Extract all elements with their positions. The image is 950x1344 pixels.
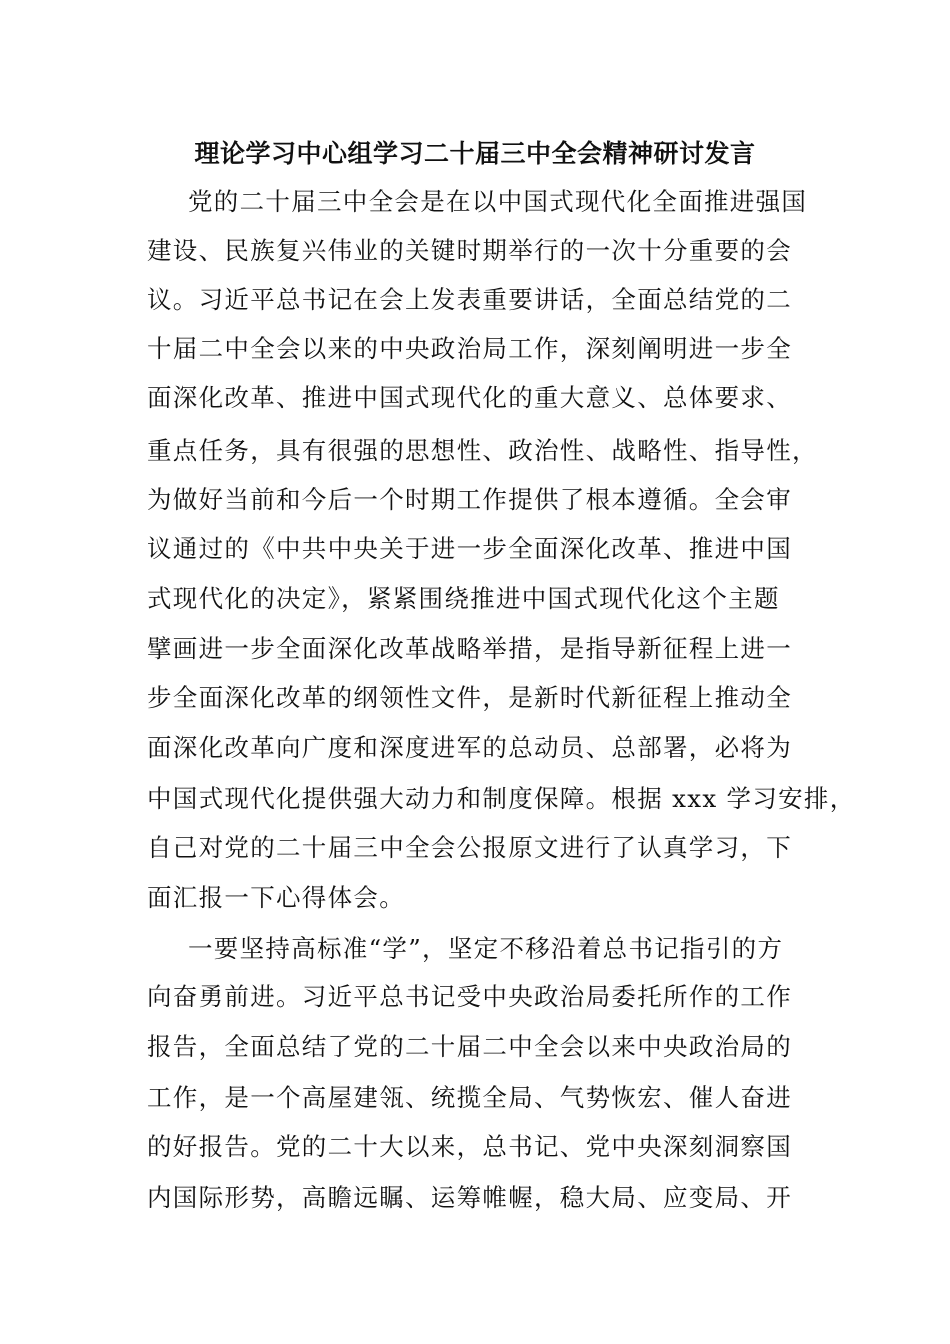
text-line: 建设、民族复兴伟业的关键时期举行的一次十分重要的会 (147, 236, 792, 265)
text-line: 十届二中全会以来的中央政治局工作，深刻阐明进一步全 (147, 334, 792, 363)
text-line: 议。习近平总书记在会上发表重要讲话，全面总结党的二 (147, 285, 792, 314)
text-line: 党的二十届三中全会是在以中国式现代化全面推进强国 (188, 187, 808, 216)
text-line: 式现代化的决定》，紧紧围绕推进中国式现代化这个主题 (147, 584, 780, 613)
text-line: 报告，全面总结了党的二十届二中全会以来中央政治局的 (147, 1032, 792, 1061)
text-line: 向奋勇前进。习近平总书记受中央政治局委托所作的工作 (147, 982, 792, 1011)
text-line: 擘画进一步全面深化改革战略举措，是指导新征程上进一 (147, 634, 792, 663)
text-line: 自己对党的二十届三中全会公报原文进行了认真学习，下 (147, 833, 792, 862)
text-line: 面深化改革、推进中国式现代化的重大意义、总体要求、 (147, 383, 792, 412)
text-line: 中国式现代化提供强大动力和制度保障。根据 xxx 学习安排， (147, 784, 856, 813)
text-line: 面汇报一下心得体会。 (147, 883, 405, 912)
text-line: 一要坚持高标准“学”，坚定不移沿着总书记指引的方 (188, 934, 784, 963)
text-line: 步全面深化改革的纲领性文件，是新时代新征程上推动全 (147, 683, 792, 712)
text-line: 的好报告。党的二十大以来，总书记、党中央深刻洞察国 (147, 1132, 792, 1161)
text-line: 内国际形势，高瞻远瞩、运筹帷幄，稳大局、应变局、开 (147, 1183, 792, 1212)
document-title: 理论学习中心组学习二十届三中全会精神研讨发言 (194, 139, 756, 168)
text-line: 重点任务，具有很强的思想性、政治性、战略性、指导性， (147, 436, 818, 465)
text-line: 议通过的《中共中央关于进一步全面深化改革、推进中国 (147, 534, 792, 563)
text-line: 面深化改革向广度和深度进军的总动员、总部署，必将为 (147, 733, 792, 762)
text-line: 工作，是一个高屋建瓴、统揽全局、气势恢宏、催人奋进 (147, 1083, 792, 1112)
text-line: 为做好当前和今后一个时期工作提供了根本遵循。全会审 (147, 485, 792, 514)
